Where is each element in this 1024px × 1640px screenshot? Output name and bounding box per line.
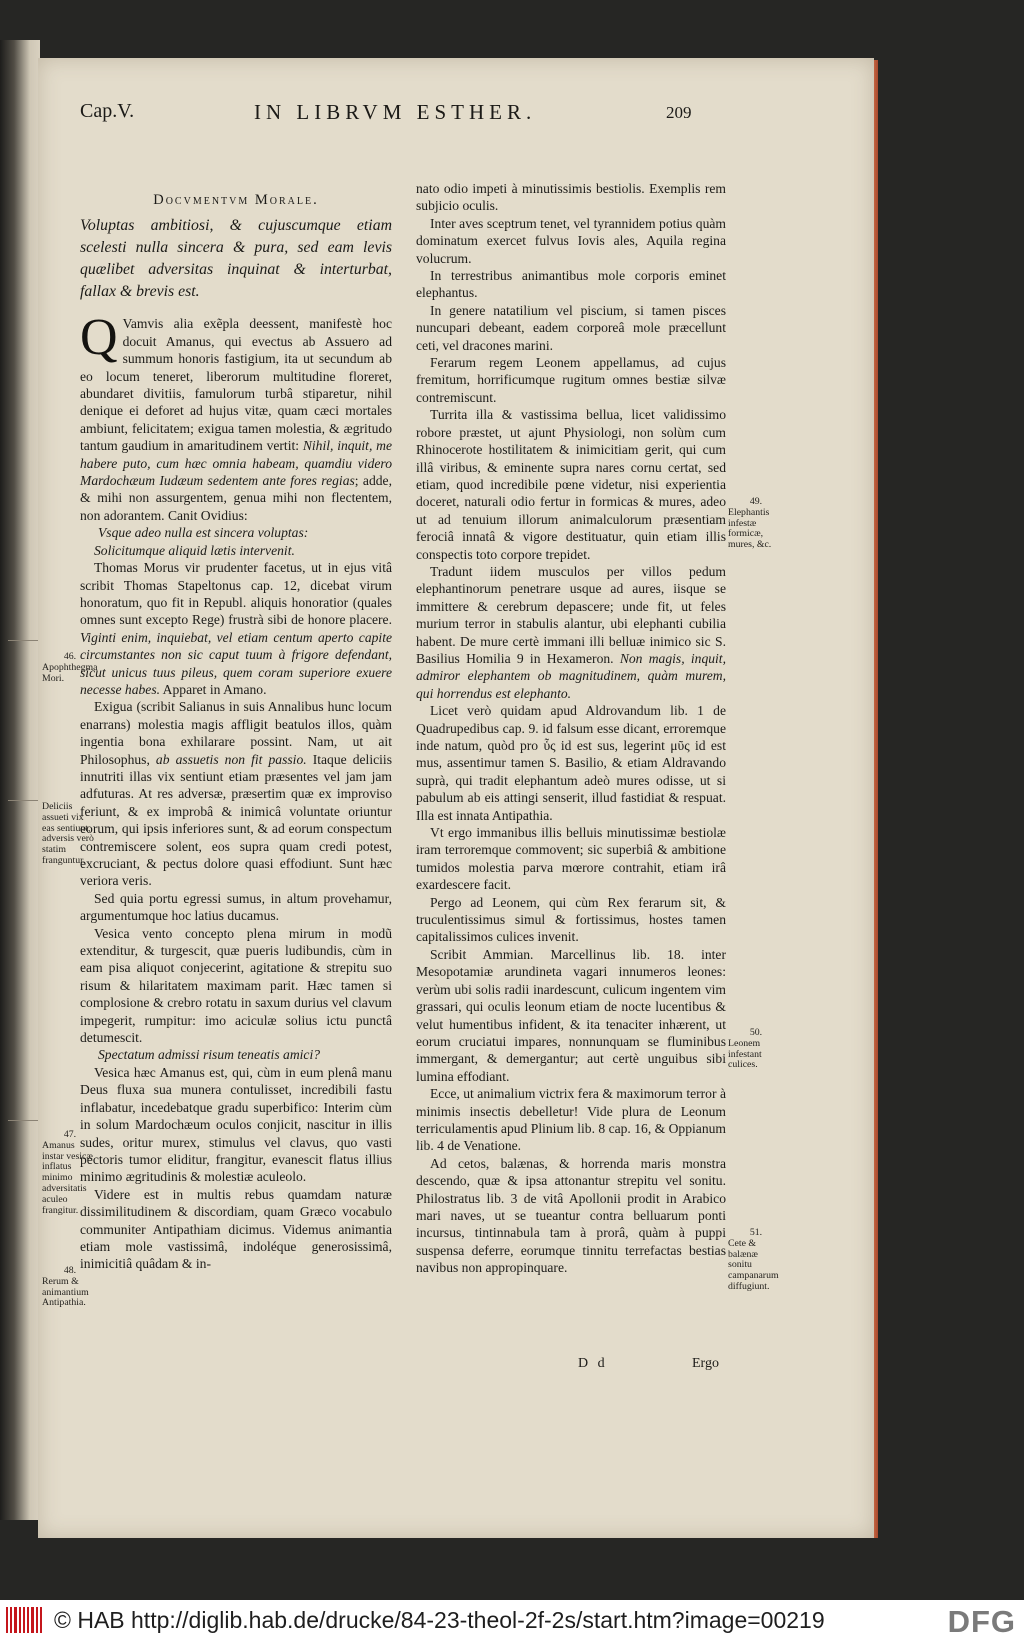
paragraph: In terrestribus animantibus mole corporis eminet elephantus. — [416, 268, 726, 301]
paragraph — [80, 698, 392, 889]
text-run: Apparet in Amano. — [160, 681, 267, 697]
drop-cap: Q — [80, 309, 118, 367]
paragraph — [80, 309, 392, 524]
margin-note-deliciis — [42, 802, 98, 867]
footer-bar — [0, 1600, 1024, 1640]
margin-note-49 — [728, 497, 784, 551]
paragraph: Licet verò quidam apud Aldrovandum lib. 1 de Quadrupedibus cap. 9. id falsum esse dicant, erroremque inde natum, quòd pro ὗς id est sus, legerint μῦς id est mus, assentimur tamen S. Basilio, & etiam Aldravando suprà, qui tradit elephantum adeò mures odisse, ut si pabulum ab eis attingi senserit, illud fastidiat & respuat. Illa est innata Antipathia. — [416, 703, 726, 823]
note-text: Deliciis assueti vix eas sentiunt, adversis verò statim franguntur. — [42, 801, 94, 866]
paragraph: Turrita illa & vastissima bellua, licet validissimo robore præstet, ut ajunt Physiologi, non solùm cum Rhinocerote hostilitatem & inimicitiam gerit, qui cum illâ viribus, & eminente supra nares cornu certat, sed etiam, quod incredibile pœne videtur, nisi experientia doceret, naturali odio fertur in formicas & mures, adeo ut ad tenuium illorum animalculorum præsentiam ferociâ innatâ & vigore destituatur, quin etiam illis conspectis toto corpore trepidet. — [416, 407, 726, 562]
text-run: Tradunt iidem musculos per villos pedum elephantinorum penetrare usque ad aures, iisque se immittere & cerebrum depascere; unde fit, ut feles murium terror in stabulis alantur, ubi elephanti cubilia habent. De mure certè immani illi belluæ inimico sic S. Basilius Homilia 9 in Hexameron. — [416, 563, 726, 666]
verse-line: Spectatum admissi risum teneatis amici? — [98, 1047, 321, 1063]
dfg-logo: DFG — [947, 1604, 1016, 1639]
quote-run: Non magis, inquit, admiror elephantem ob magnitudinem, quàm murem, qui horrendus est elephanto. — [416, 650, 726, 701]
paragraph: Vesica hæc Amanus est, qui, cùm in eum plenâ manu Deus fluxa sua munera contulisset, incredibili fastu inflabatur, incedebatque gradu superbifico: Interim cùm in solum Mardochæum oculos conjicit, nascitur in illis sudes, oritur murex, stimulus vel clavus, quo vasti pectoris tumor eliditur, frangitur, evanescit flatus illius minimo ægritudinis & molestiæ aculeolo. — [80, 1064, 392, 1185]
note-text: Cete & balænæ sonitu campanarum diffugiunt. — [728, 1237, 779, 1292]
note-text: Amanus instar vesicæ inflatus minimo adversitatis aculeo frangitur. — [42, 1139, 93, 1216]
signature-mark: D d — [578, 1356, 608, 1371]
text-run: Thomas Morus vir prudenter facetus, ut in ejus vitâ scribit Thomas Stapeltonus cap. 12, dicebat virum honoratum, quo fit in Republ. aliquis honoratior (quales omnes sunt excepto Rege) frustrà sibi de honore placere. — [80, 560, 392, 628]
quote-run: Nihil, inquit, me habere puto, cum hæc omnia habeam, quamdiu videro Mardochæum Iudæum sedentem ante fores regias — [80, 438, 392, 489]
note-number: 48. — [63, 1265, 77, 1276]
edge-line — [8, 800, 40, 801]
note-number: 50. — [749, 1027, 763, 1038]
margin-note-48 — [42, 1266, 98, 1309]
section-heading: Docvmentvm Morale. — [153, 192, 319, 208]
paragraph: Inter aves sceptrum tenet, vel tyrannidem potius quàm dominatum exercet fulvus Iovis ales, Aquila regina volucrum. — [416, 215, 726, 266]
paragraph: Vt ergo immanibus illis belluis minutissimæ bestiolæ iram terroremque commovent; sic superbiâ & ambitione tumidos molestia parva mœrore contrahit, etiam irâ exardescere facit. — [416, 825, 726, 893]
margin-note-47 — [42, 1130, 98, 1216]
paragraph: Pergo ad Leonem, qui cùm Rex ferarum sit, & truculentissimus simul & fortissimus, hostes tamen capitalissimos culices invenit. — [416, 894, 726, 945]
text-run: ; adde, & mihi non assurgentem, genua mihi non flectentem, non adorantem. Canit Ovidius: — [80, 473, 392, 523]
text-run: Exigua (scribit Salianus in suis Annalibus hunc locum enarrans) molestia magis affligit beatulos illos, quàm ingentia bona exhilarare possint. Nam, ut ait Philosophus, — [80, 699, 392, 767]
paragraph: Ad cetos, balænas, & horrenda maris monstra descendo, quæ & ipsa attonantur strepitu vel sonitu. Philostratus lib. 3 de vitâ Apollonii prodit in Arabico mari naves, ut se tueantur contra belluarum ponti incursus, tintinnabula tam à prorâ, quàm à puppi suspensa deferre, eorumque tinnitu terrefactas bestias navibus non appropinquare. — [416, 1155, 726, 1276]
paragraph — [80, 559, 392, 698]
right-text-column — [416, 180, 726, 1277]
note-text: Elephantis infestæ formicæ, mures, &c. — [728, 506, 772, 551]
running-head-title: IN LIBRVM ESTHER. — [254, 100, 537, 124]
moral-maxim: Voluptas ambitiosi, & cujuscumque etiam scelesti nulla sincera & pura, sed eam levis quælibet adversitas inquinat & interturbat, fallax & brevis est. — [80, 217, 392, 301]
quote-run: ab assuetis non fit passio. — [149, 751, 307, 767]
margin-note-50 — [728, 1028, 784, 1071]
catchword: Ergo — [692, 1356, 719, 1371]
paragraph — [416, 563, 726, 702]
paragraph: Ecce, ut animalium victrix fera & maximorum terror à minimis insectis debelletur! Vide plura de Leonum terriculamentis apud Plinium lib. 8 cap. 16, & Oppianum lib. 4 de Venatione. — [416, 1086, 726, 1154]
paragraph: Scribit Ammian. Marcellinus lib. 18. inter Mesopotamiæ arundineta vagari innumeros leones: verùm ubi solis radii inardescunt, culicum ingentem vim grassari, qui oculis leonum etiam de nocte lucentibus & velut humentibus infident, & ita tenaciter inhærent, ut eorum cruciatui impares, nonnunquam se fluminibus immergant, & demergantur; aut certè unguibus sibi lumina effodiant. — [416, 946, 726, 1084]
edge-line — [8, 1120, 40, 1121]
text-run: Itaque deliciis innutriti illas vix sentiunt etiam præsentes vel jam jam adfuturas. At res adversæ, præsertim quæ ex improviso feriunt, & ex improbâ & inimicâ voluntate oriuntur eorum, qui ipsis inferiores sunt, & ad eorum conspectum contremiscere solent, eos supra quam credi potest, excruciant, & pectus dolore quasi effodiunt. Sunt hæc veriora veris. — [80, 751, 392, 889]
note-text: Apophthegma Mori. — [42, 661, 98, 684]
margin-note-51 — [728, 1228, 784, 1293]
paragraph: Sed quia portu egressi sumus, in altum provehamur, argumentumque hoc latius ducamus. — [80, 890, 392, 924]
running-head-chapter: Cap.V. — [80, 100, 135, 122]
note-number: 46. — [63, 651, 77, 662]
margin-note-46 — [42, 652, 98, 684]
paragraph: nato odio impeti à minutissimis bestiolis. Exemplis rem subjicio oculis. — [416, 181, 726, 214]
page-number: 209 — [666, 103, 692, 122]
left-text-column — [80, 188, 392, 1273]
verse-line: Solicitumque aliquid lætis intervenit. — [94, 542, 295, 558]
note-number: 47. — [63, 1129, 77, 1140]
note-number: 51. — [749, 1227, 763, 1238]
edge-line — [8, 640, 40, 641]
paragraph: Vesica vento concepto plena mirum in modũ extenditur, & turgescit, quæ pueris ludibundis, cùm in eam pisa aliquot conjecerint, agitatione & strepitu suo risum & hilaritatem maximam parit. Hæc tamen si complosione & crebro rotatu in saxum durius vel clavum impegerit, rumpitur: imo aciculæ solius ictu punctâ detumescit. — [80, 925, 392, 1046]
verse-line: Vsque adeo nulla est sincera voluptas: — [98, 525, 309, 541]
barcode-icon — [6, 1607, 44, 1633]
paragraph: Ferarum regem Leonem appellamus, ad cujus fremitum, horrificumque rugitum omnes bestiæ silvæ contremiscunt. — [416, 355, 726, 405]
left-page-edge — [0, 40, 40, 1520]
copyright-url[interactable]: © HAB http://diglib.hab.de/drucke/84-23-theol-2f-2s/start.htm?image=00219 — [54, 1606, 825, 1633]
note-text: Rerum & animantium Antipathia. — [42, 1275, 89, 1309]
text-run: Vamvis alia exẽpla deessent, manifestè hoc docuit Amanus, qui evectus ab Assuero ad summum honoris fastigium, ita ut secundum ab eo locum teneret, liberorum multitudine floreret, abundaret divitiis, famulorum turbâ stiparetur, nihil denique ei deforet ad hujus vitæ, quam cæci mortales ambiunt, felicitatem; exigua tamen molestia, & ægritudo tantum gaudium in amaritudinem vertit: — [80, 316, 392, 454]
note-text: Leonem infestant culices. — [728, 1037, 762, 1071]
note-number: 49. — [749, 496, 763, 507]
quote-run: Viginti enim, inquiebat, vel etiam centum aperto capite circumstantes non sic caput tuum à frigore defendant, sicut unicus tuus pileus, quem coram superiore exuere necesse habes. — [80, 629, 392, 697]
paragraph: In genere natatilium vel piscium, si tamen pisces nuncupari debeant, eadem corporeâ mole præcellunt ceti, vel dracones marini. — [416, 302, 726, 353]
paragraph: Videre est in multis rebus quamdam naturæ dissimilitudinem & discordiam, quam Græco vocabulo communiter Antipathiam dicimus. Videmus animantia etiam mole vastissimâ, indoléque generosissimâ, inimicitiâ quâdam & in- — [80, 1186, 392, 1272]
